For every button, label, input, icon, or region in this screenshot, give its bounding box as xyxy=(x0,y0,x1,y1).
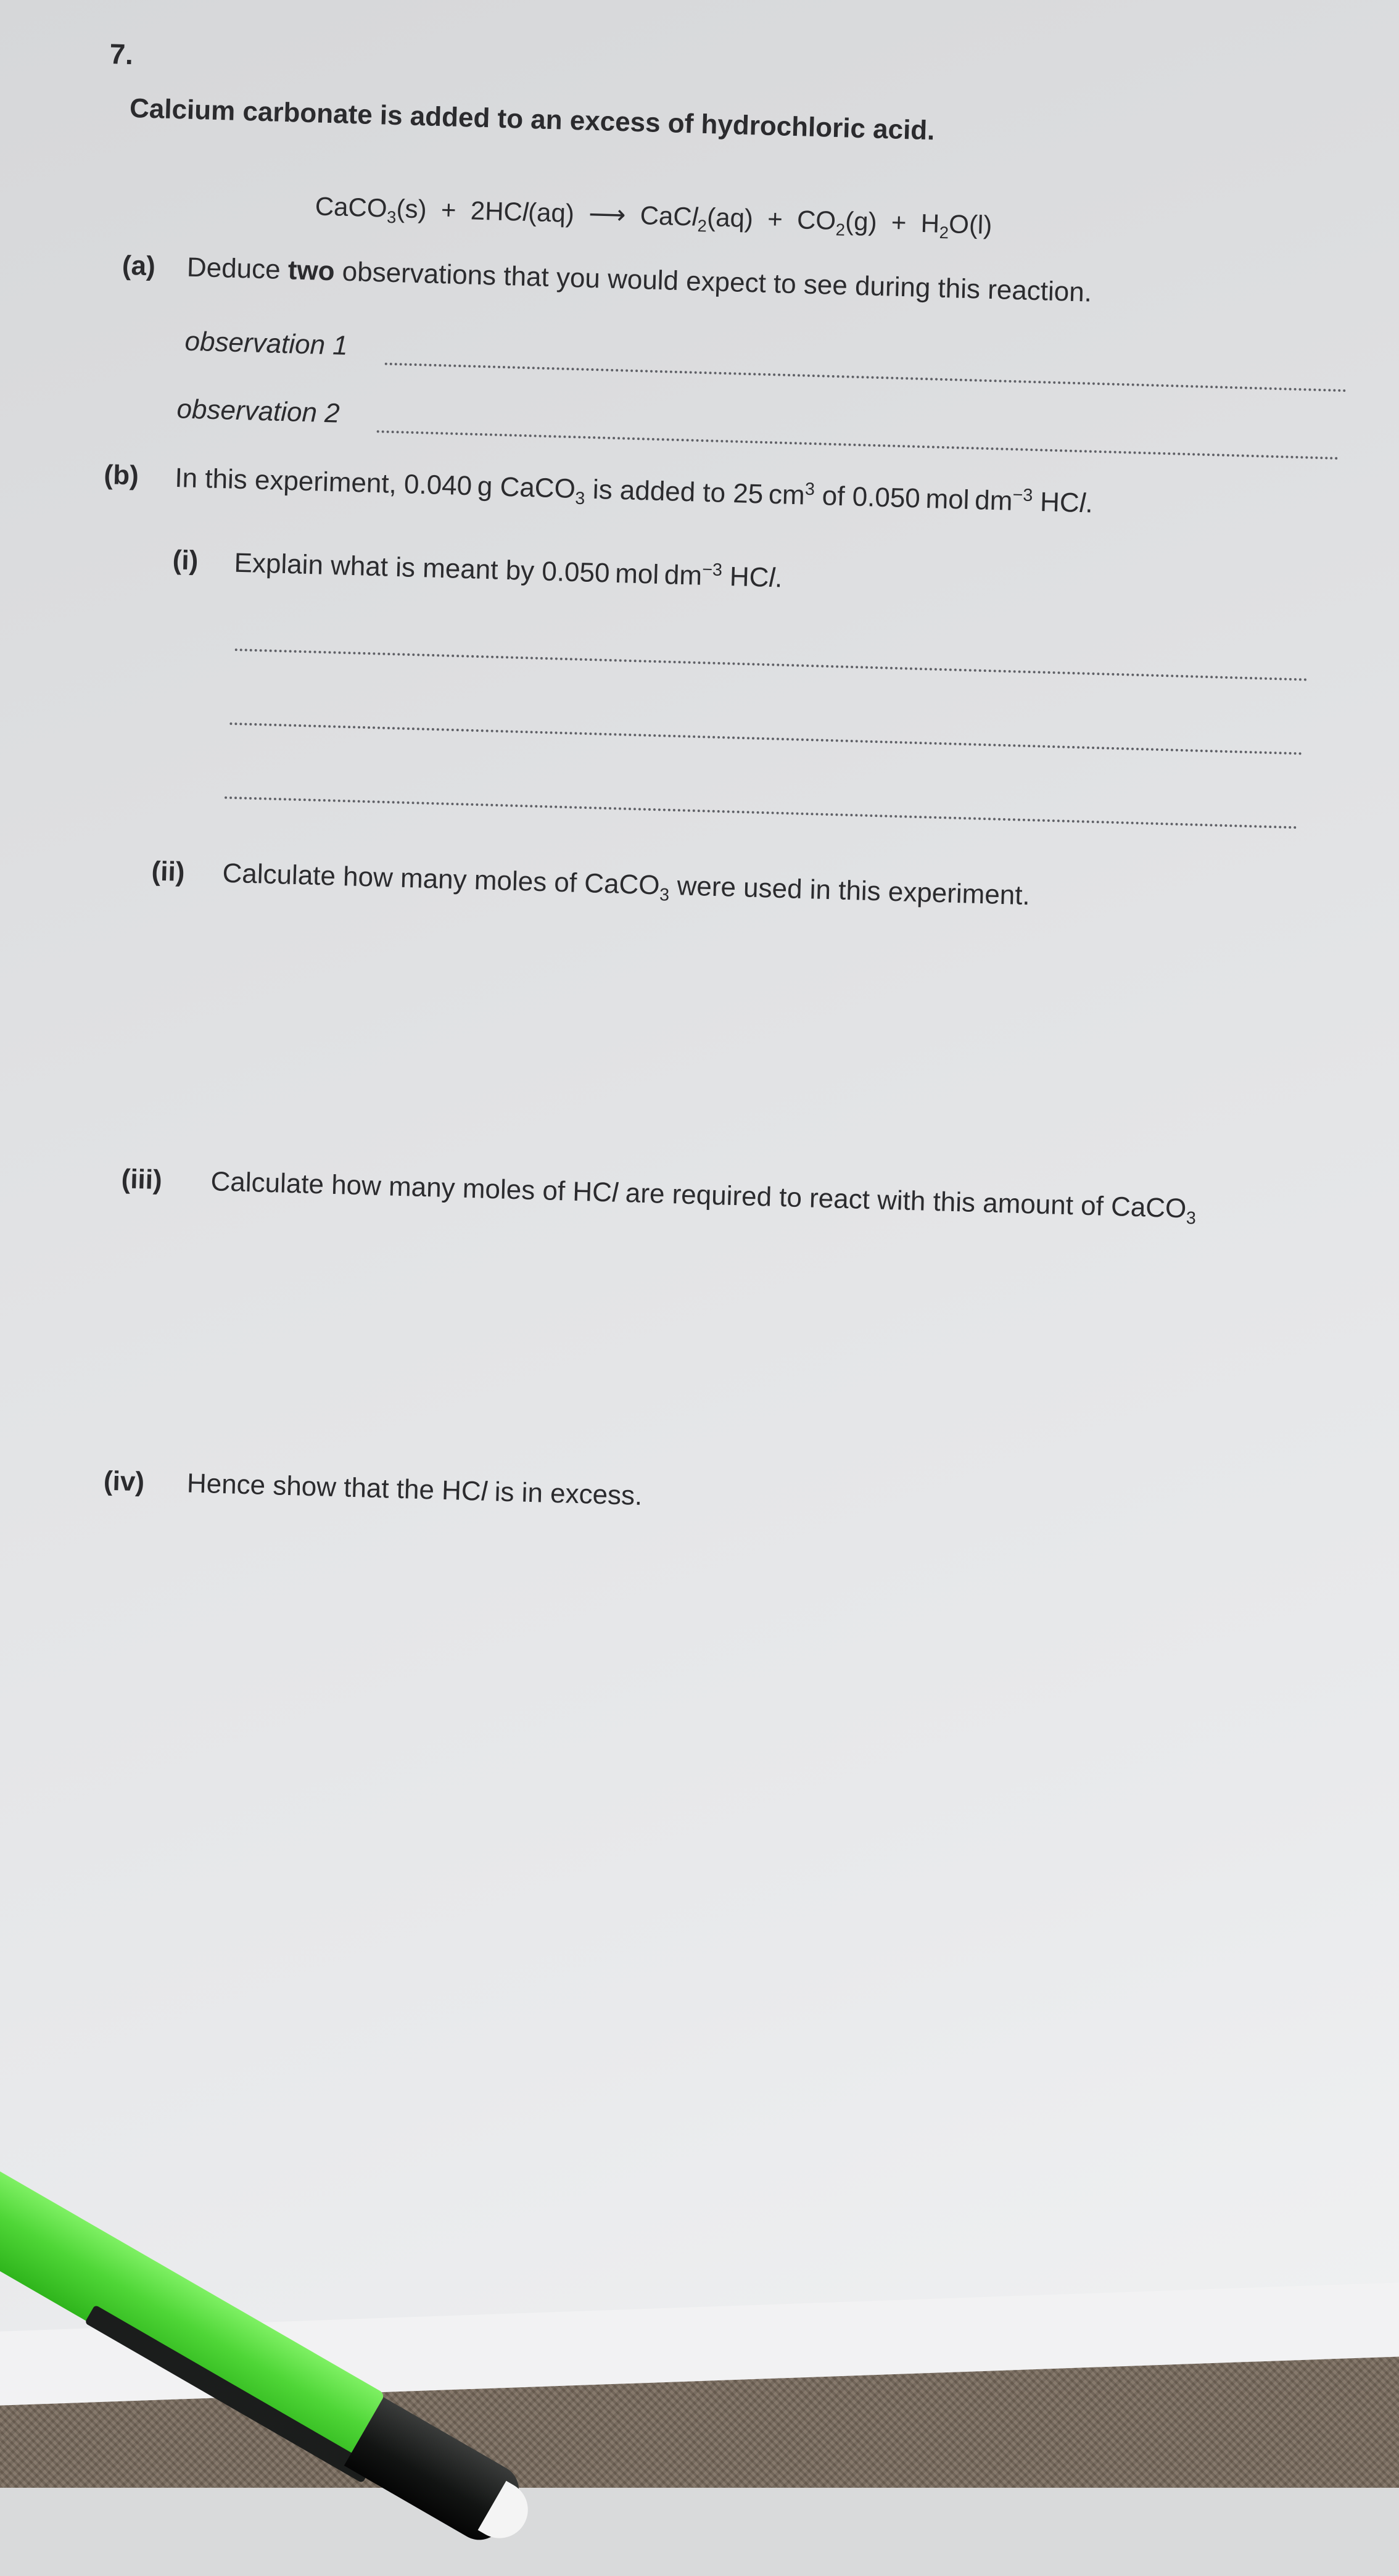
observation-1-label: observation 1 xyxy=(184,326,349,361)
part-b-text xyxy=(175,462,1094,523)
eq-sub: 3 xyxy=(386,207,397,227)
eq-product-2: CO xyxy=(796,205,836,235)
part-a-label: (a) xyxy=(122,250,156,282)
eq-reactant-1: CaCO xyxy=(315,191,388,223)
eq-product-3: H xyxy=(920,208,940,238)
observation-2-answer-line[interactable] xyxy=(377,430,1339,460)
part-ii-text-end: were used in this experiment. xyxy=(669,870,1031,911)
part-b-sup: 3 xyxy=(804,479,815,500)
part-b-italic-l: l xyxy=(1079,487,1086,519)
part-i-sup: −3 xyxy=(701,560,723,581)
part-ii-sub: 3 xyxy=(659,885,670,905)
part-i-text xyxy=(234,547,783,594)
part-a-emphasis: two xyxy=(287,255,336,287)
eq-italic-l: l xyxy=(522,197,529,227)
part-b-text-end: HC xyxy=(1032,486,1080,518)
eq-state: (aq) xyxy=(527,197,575,228)
part-i-text-start: Explain what is meant by 0.050 mol dm xyxy=(233,547,703,591)
part-a-text-start: Deduce xyxy=(186,252,289,286)
part-iii-label: (iii) xyxy=(121,1164,163,1196)
eq-state: (s) xyxy=(396,194,427,224)
question-intro: Calcium carbonate is added to an excess of hydrochloric acid. xyxy=(129,93,936,146)
chemical-equation xyxy=(315,191,993,244)
part-iii-text-mid: are required to react with this amount of CaCO xyxy=(617,1177,1187,1224)
eq-italic-l: l xyxy=(691,202,698,231)
part-i-italic-l: l xyxy=(768,562,775,594)
part-b-sub: 3 xyxy=(574,488,585,509)
eq-reactant-2: 2HC xyxy=(470,196,523,226)
eq-sub: 2 xyxy=(697,216,708,236)
eq-sub: 2 xyxy=(939,223,949,242)
part-i-period: . xyxy=(774,563,783,594)
part-iii-text xyxy=(210,1166,1197,1228)
eq-sub: 2 xyxy=(835,220,846,239)
part-b-sup: −3 xyxy=(1012,485,1033,506)
observation-1-answer-line[interactable] xyxy=(385,363,1347,392)
part-ii-label: (ii) xyxy=(151,856,186,887)
part-b-text-mid: is added to 25 cm xyxy=(585,474,806,511)
part-a-text-end: observations that you would expect to see during this reaction. xyxy=(334,256,1092,308)
part-iv-text xyxy=(186,1468,643,1512)
part-i-label: (i) xyxy=(172,545,199,576)
part-iii-italic-l: l xyxy=(611,1177,619,1208)
part-iv-label: (iv) xyxy=(103,1465,145,1497)
question-number: 7. xyxy=(109,38,134,71)
eq-product-1: CaC xyxy=(640,201,693,231)
part-i-answer-line-1[interactable] xyxy=(235,648,1308,681)
part-i-answer-line-3[interactable] xyxy=(225,797,1297,829)
part-iii-sub: 3 xyxy=(1186,1208,1197,1228)
eq-plus: + xyxy=(891,207,907,238)
part-ii-text-start: Calculate how many moles of CaCO xyxy=(221,858,661,901)
part-iv-italic-l: l xyxy=(481,1476,488,1507)
part-iii-text-start: Calculate how many moles of HC xyxy=(210,1166,613,1208)
part-b-label: (b) xyxy=(103,460,139,491)
eq-plus: + xyxy=(440,195,457,225)
part-b-text-mid2: of 0.050 mol dm xyxy=(814,480,1013,516)
observation-2-label: observation 2 xyxy=(176,394,340,429)
part-a-text xyxy=(186,252,1092,309)
part-ii-text xyxy=(222,858,1031,916)
eq-arrow: ⟶ xyxy=(588,199,627,230)
eq-plus: + xyxy=(767,204,783,234)
part-b-text-start: In this experiment, 0.040 g CaCO xyxy=(174,462,576,505)
part-i-text-end: HC xyxy=(721,561,770,593)
eq-state: O(l) xyxy=(948,209,993,240)
part-iv-text-start: Hence show that the HC xyxy=(186,1468,482,1507)
part-iv-text-end: is in excess. xyxy=(486,1476,643,1512)
part-i-answer-line-2[interactable] xyxy=(229,723,1302,755)
part-b-period: . xyxy=(1084,488,1094,519)
eq-state: (aq) xyxy=(706,202,754,233)
eq-state: (g) xyxy=(844,206,878,236)
